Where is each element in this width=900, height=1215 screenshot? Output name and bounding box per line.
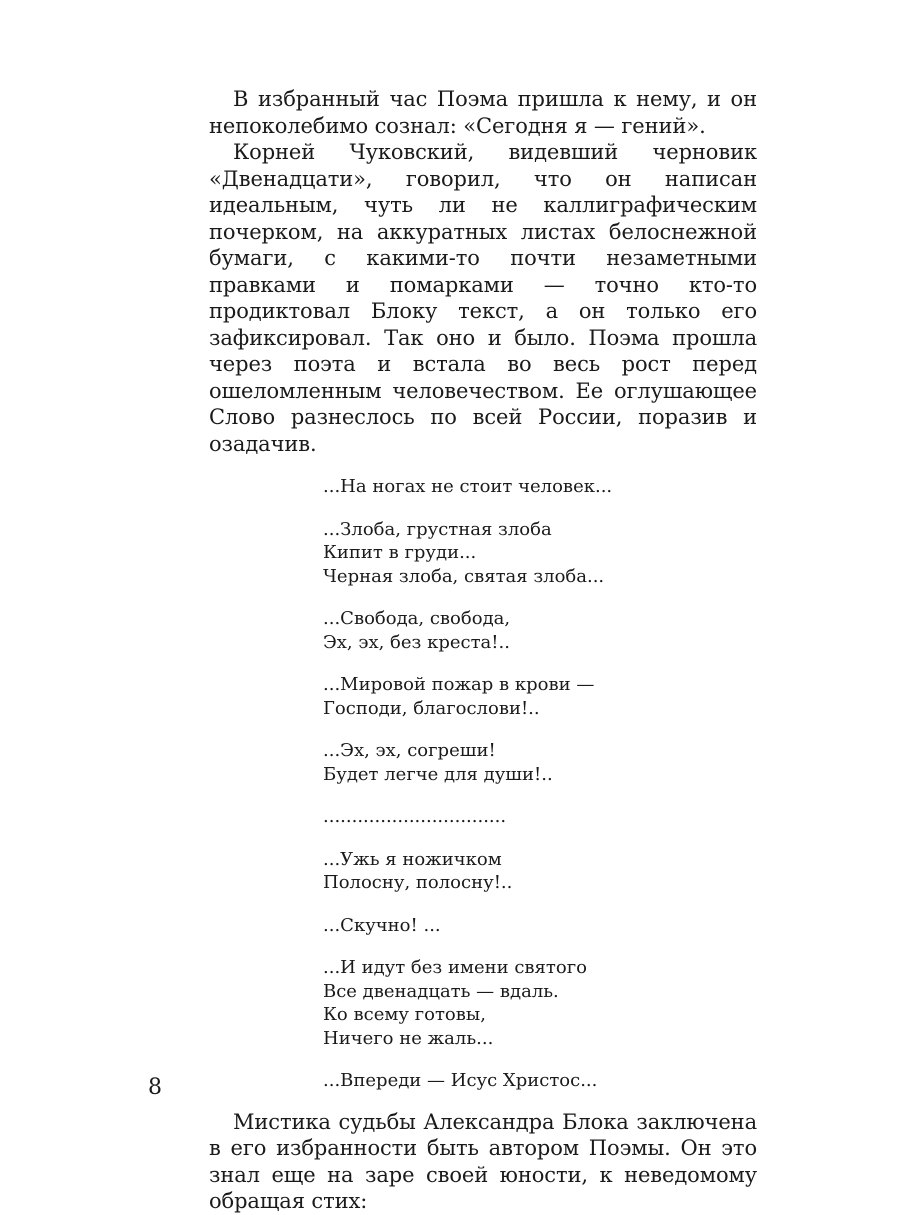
verse-line: ...Злоба, грустная злоба	[323, 518, 552, 540]
verse-line: ...Эх, эх, согреши!	[323, 740, 496, 761]
verse-line: Все двенадцать — вдаль.	[323, 980, 559, 1002]
verse-line: ...И идут без имени святого	[323, 957, 587, 978]
page-number: 8	[148, 1075, 162, 1100]
stanza-ellipsis	[323, 805, 757, 829]
stanza-1	[323, 475, 757, 499]
verse-line: Эх, эх, без креста!..	[323, 631, 510, 653]
verse-line: Будет легче для души!..	[323, 763, 553, 785]
stanza-9	[323, 956, 757, 1050]
poem-quote	[323, 475, 757, 1093]
stanza-10	[323, 1069, 757, 1093]
verse-line: ...На ногах не стоит человек...	[323, 476, 613, 497]
stanza-5	[323, 739, 757, 786]
verse-line: Господи, благослови!..	[323, 697, 540, 719]
verse-line: ...Мировой пожар в крови —	[323, 674, 595, 695]
paragraph-1: В избранный час Поэма пришла к нему, и он непоколебимо сознал: «Сегодня я — гений».	[209, 87, 757, 138]
page-body	[209, 86, 757, 1215]
stanza-4	[323, 673, 757, 720]
verse-line: Полосну, полосну!..	[323, 872, 513, 893]
verse-line: ...Свобода, свобода,	[323, 608, 511, 629]
stanza-7	[323, 848, 757, 895]
verse-line: Ничего не жаль...	[323, 1027, 494, 1049]
verse-line: Ко всему готовы,	[323, 1004, 486, 1025]
verse-line: ...Скучно! ...	[323, 914, 441, 936]
stanza-3	[323, 607, 757, 654]
stanza-8	[323, 914, 757, 938]
verse-line: Кипит в груди...	[323, 542, 477, 563]
verse-line: Черная злоба, святая злоба...	[323, 565, 605, 587]
paragraph-3: Мистика судьбы Александра Блока заключена в его избранности быть автором Поэмы. Он это знал еще на заре своей юности, к неведомому обращая стих:	[209, 1109, 757, 1213]
ellipsis-line: ................................	[323, 806, 507, 827]
stanza-2	[323, 518, 757, 589]
verse-line: ...Ужь я ножичком	[323, 848, 502, 870]
paragraph-2: Корней Чуковский, видевший черновик «Двенадцати», говорил, что он написан идеальным, чуть ли не каллиграфическим почерком, на аккуратных листах белоснежной бумаги, с какими-то почти незаметными правками и помарками — точно кто-то продиктовал Блоку текст, а он только его зафиксировал. Так оно и было. Поэма прошла через поэта и встала во весь рост перед ошеломленным человечеством. Ее оглушающее Слово разнеслось по всей России, поразив и озадачив.	[209, 140, 757, 456]
verse-line: ...Впереди — Исус Христос...	[323, 1070, 598, 1091]
